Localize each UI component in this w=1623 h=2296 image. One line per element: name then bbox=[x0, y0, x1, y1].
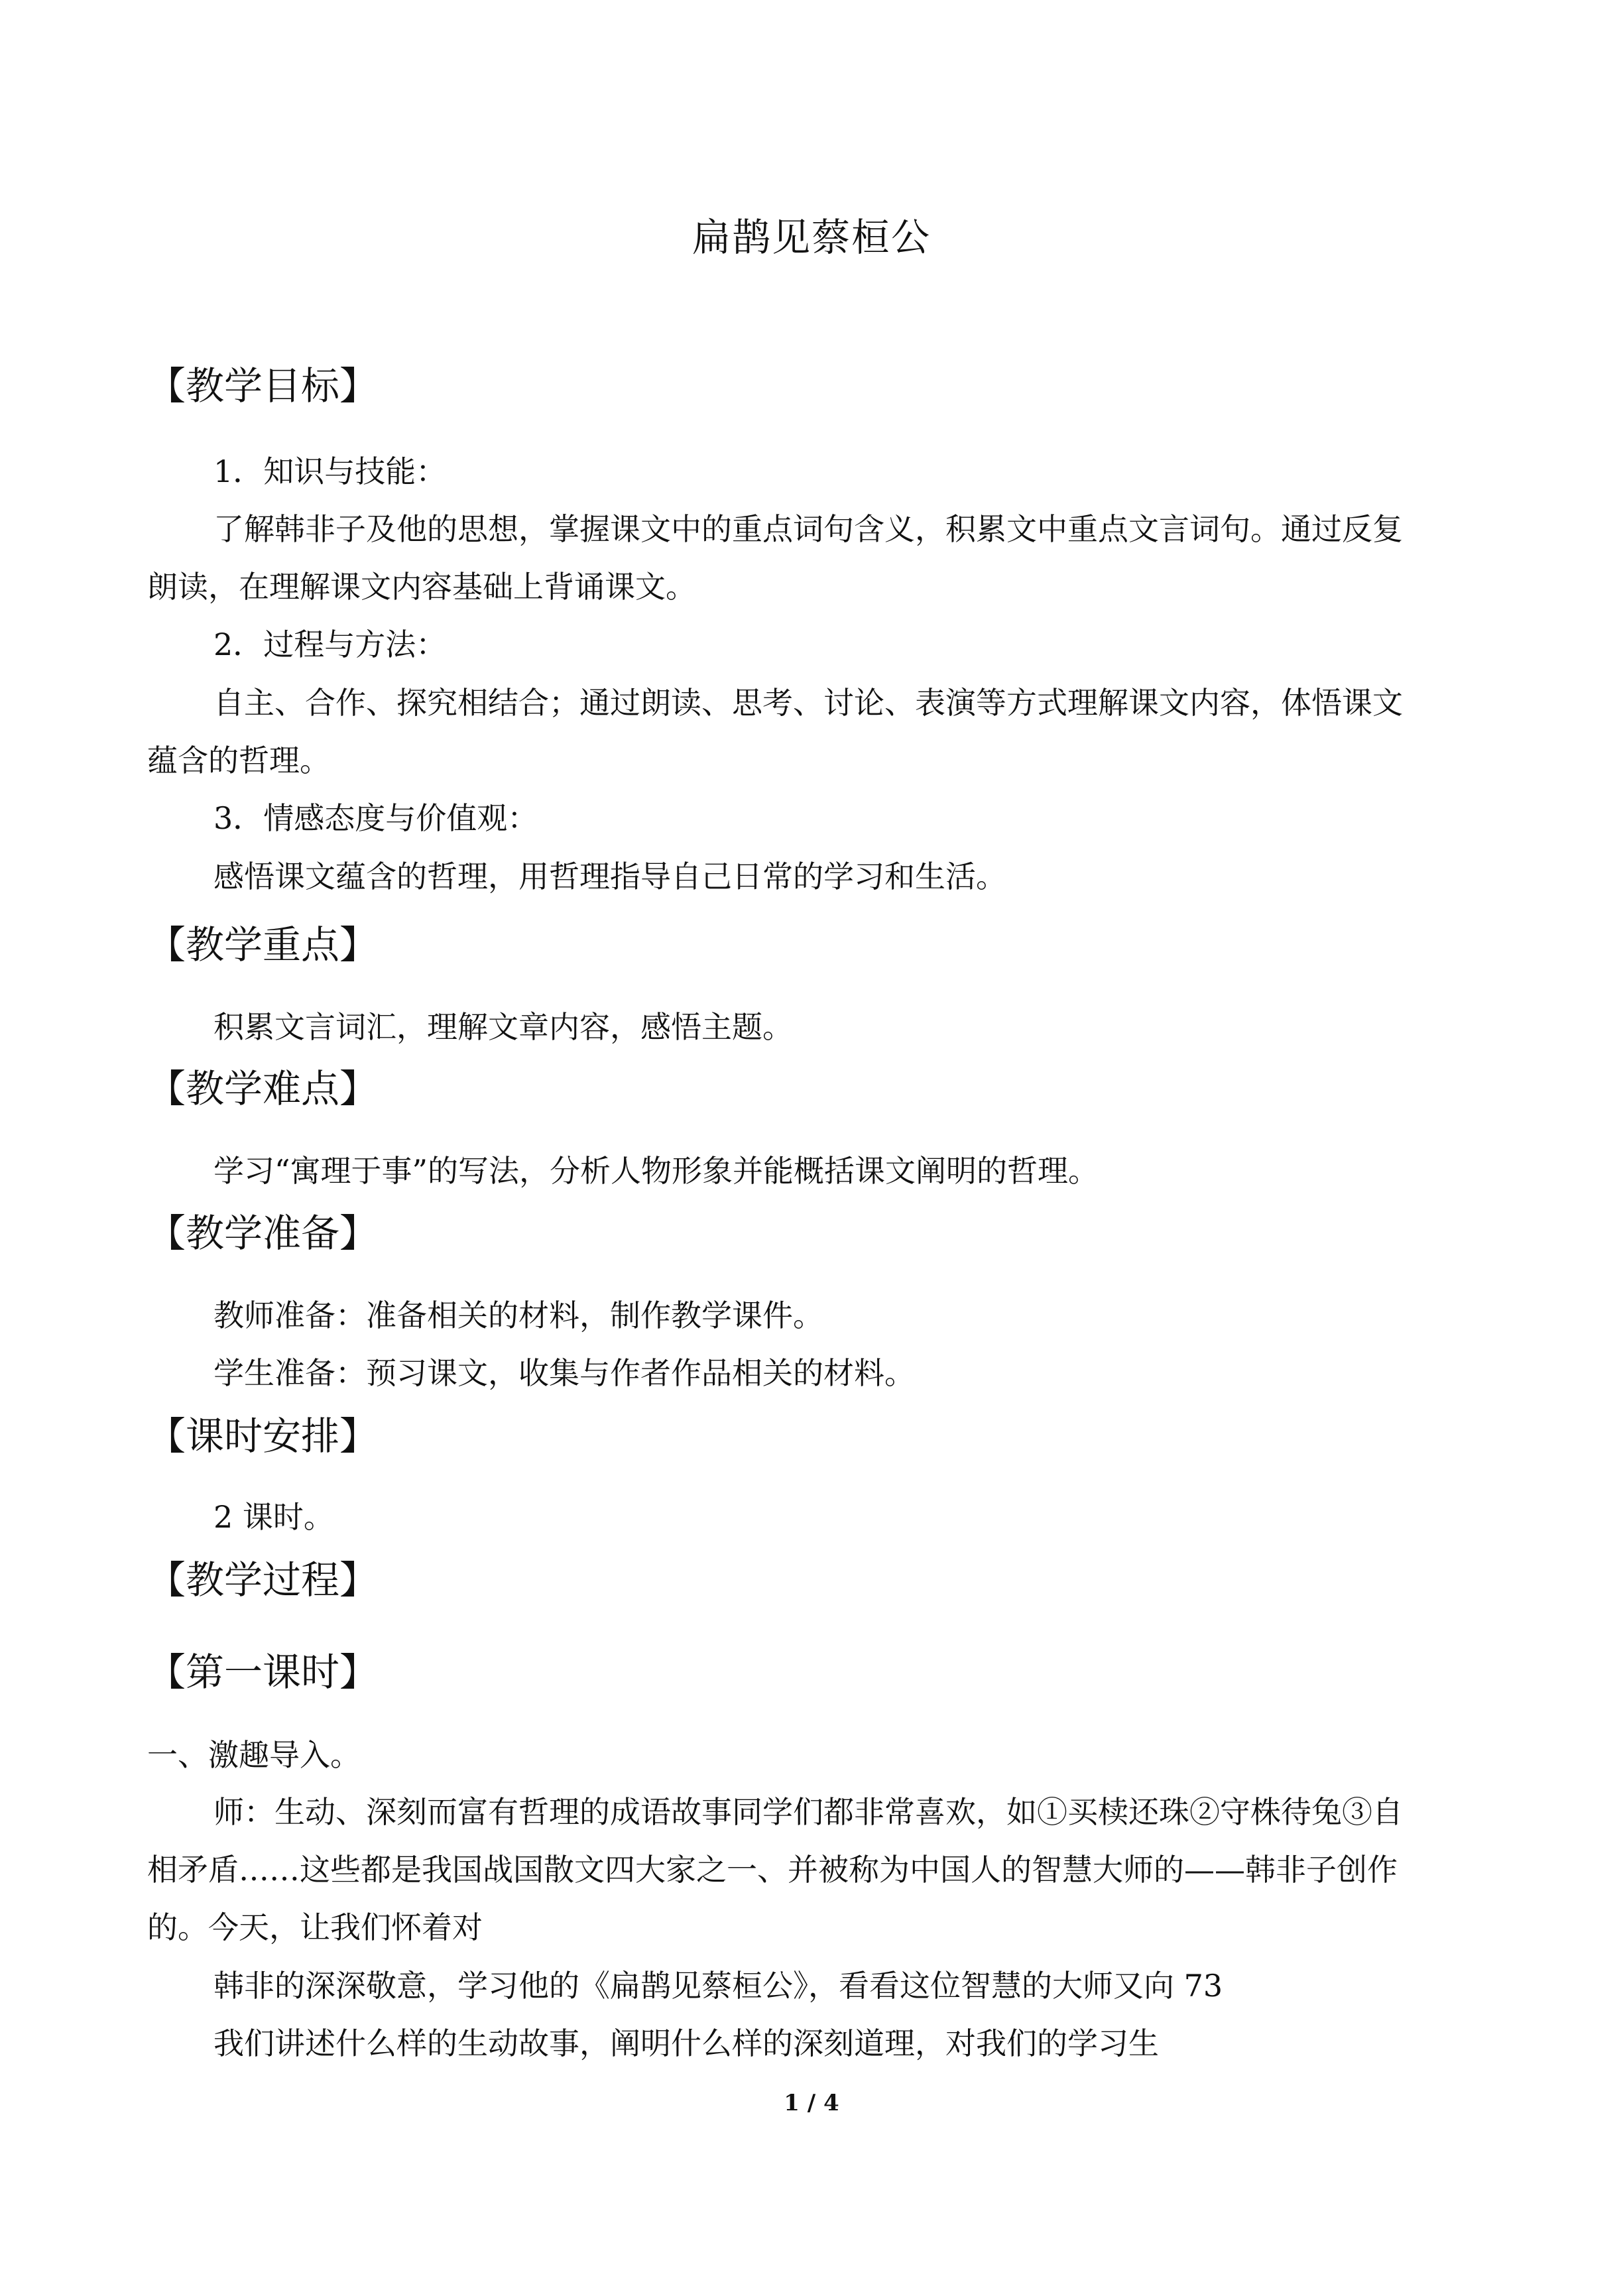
schedule-text: 2 课时。 bbox=[213, 1499, 334, 1535]
section-heading-difficulties: 【教学难点】 bbox=[147, 1066, 379, 1111]
objective-2-text-line-1: 自主、合作、探究相结合；通过朗读、思考、讨论、表演等方式理解课文内容，体悟课文 bbox=[213, 685, 1403, 721]
document-title: 扁鹊见蔡桓公 bbox=[691, 215, 931, 260]
section-heading-objectives: 【教学目标】 bbox=[147, 363, 379, 408]
section-heading-key-points: 【教学重点】 bbox=[147, 922, 379, 967]
section-heading-first-lesson: 【第一课时】 bbox=[147, 1650, 379, 1695]
objective-1-text-line-1: 了解韩非子及他的思想，掌握课文中的重点词句含义，积累文中重点文言词句。通过反复 bbox=[213, 511, 1403, 547]
section-heading-preparation: 【教学准备】 bbox=[147, 1211, 379, 1256]
section-heading-schedule: 【课时安排】 bbox=[147, 1414, 379, 1459]
intro-paragraph-line-1: 师：生动、深刻而富有哲理的成语故事同学们都非常喜欢，如①买椟还珠②守株待兔③自 bbox=[213, 1794, 1403, 1830]
intro-paragraph-3-line-1: 我们讲述什么样的生动故事，阐明什么样的深刻道理，对我们的学习生 bbox=[213, 2025, 1159, 2061]
preparation-teacher: 教师准备：准备相关的材料，制作教学课件。 bbox=[213, 1298, 823, 1333]
objective-3-text-line-1: 感悟课文蕴含的哲理，用哲理指导自己日常的学习和生活。 bbox=[213, 859, 1006, 894]
intro-paragraph-2-line-1: 韩非的深深敬意，学习他的《扁鹊见蔡桓公》，看看这位智慧的大师又向 73 bbox=[213, 1968, 1223, 2004]
objective-1-title: 1．知识与技能： bbox=[213, 453, 447, 489]
intro-paragraph-line-3: 的。今天，让我们怀着对 bbox=[147, 1909, 483, 1945]
step-1-heading: 一、激趣导入。 bbox=[147, 1737, 361, 1773]
intro-paragraph-line-2: 相矛盾……这些都是我国战国散文四大家之一、并被称为中国人的智慧大师的——韩非子创作 bbox=[147, 1852, 1398, 1888]
objective-1-text-line-2: 朗读，在理解课文内容基础上背诵课文。 bbox=[147, 569, 696, 605]
objective-3-title: 3．情感态度与价值观： bbox=[213, 800, 538, 836]
key-points-text: 积累文言词汇，理解文章内容，感悟主题。 bbox=[213, 1009, 793, 1045]
preparation-student: 学生准备：预习课文，收集与作者作品相关的材料。 bbox=[213, 1355, 915, 1391]
difficulties-text: 学习“寓理于事”的写法，分析人物形象并能概括课文阐明的哲理。 bbox=[213, 1153, 1099, 1189]
section-heading-process: 【教学过程】 bbox=[147, 1557, 379, 1602]
page-number: 1 / 4 bbox=[784, 2090, 839, 2116]
objective-2-title: 2．过程与方法： bbox=[213, 627, 447, 662]
objective-2-text-line-2: 蕴含的哲理。 bbox=[147, 743, 330, 778]
